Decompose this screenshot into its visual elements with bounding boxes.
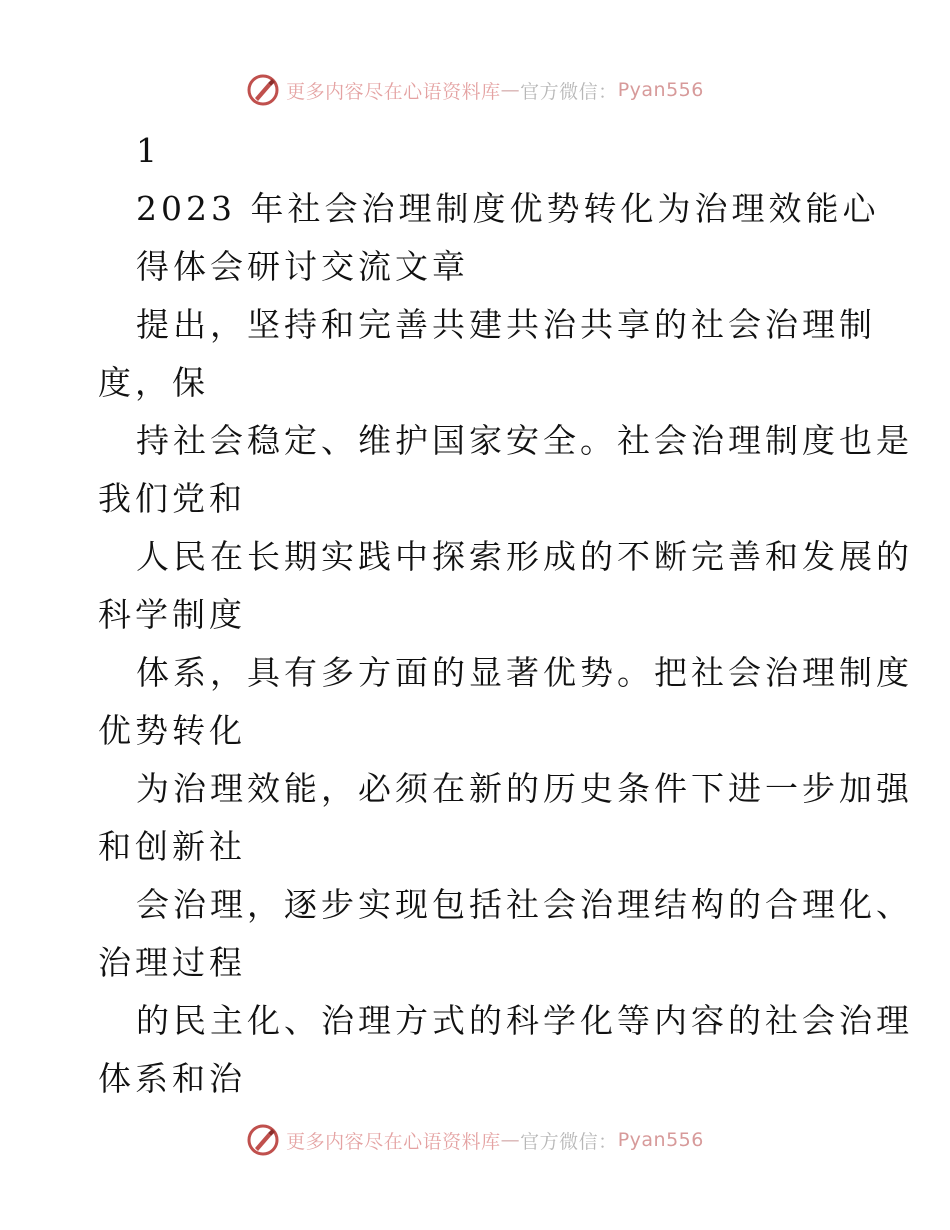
document-body [0, 122, 950, 1108]
watermark-footer [0, 1120, 950, 1160]
text-line: 度，保 [98, 363, 209, 402]
text-line: 和创新社 [98, 827, 246, 866]
watermark-wechat-id: Pyan556 [617, 79, 704, 101]
text-line: 治理过程 [98, 943, 246, 982]
watermark-text: 更多内容尽在心语资料库 [286, 80, 501, 103]
watermark-wechat-id: Pyan556 [617, 1129, 704, 1151]
text-line: 体系和治 [98, 1059, 246, 1098]
text-line: 体系，具有多方面的显著优势。把社会治理制度 [136, 653, 913, 692]
pen-logo-icon [246, 73, 280, 107]
watermark-official-label: 官方微信： [520, 80, 618, 103]
page-number-line: 1 [136, 131, 161, 170]
text-line: 会治理，逐步实现包括社会治理结构的合理化、 [136, 885, 913, 924]
text-line: 提出，坚持和完善共建共治共享的社会治理制 [136, 305, 876, 344]
title-line-2: 得体会研讨交流文章 [136, 247, 469, 286]
watermark-dash: — [500, 1129, 521, 1151]
watermark-dash: — [500, 79, 521, 101]
watermark-text: 更多内容尽在心语资料库 [286, 1130, 501, 1153]
text-line: 的民主化、治理方式的科学化等内容的社会治理 [136, 1001, 913, 1040]
title-line-1: 2023 年社会治理制度优势转化为治理效能心 [136, 189, 880, 228]
text-line: 我们党和 [98, 479, 246, 518]
watermark-header [0, 70, 950, 110]
watermark-official-label: 官方微信： [520, 1130, 618, 1153]
text-line: 为治理效能，必须在新的历史条件下进一步加强 [136, 769, 913, 808]
pen-logo-icon [246, 1123, 280, 1157]
text-line: 优势转化 [98, 711, 246, 750]
text-line: 人民在长期实践中探索形成的不断完善和发展的 [136, 537, 913, 576]
text-line: 持社会稳定、维护国家安全。社会治理制度也是 [136, 421, 913, 460]
text-line: 科学制度 [98, 595, 246, 634]
